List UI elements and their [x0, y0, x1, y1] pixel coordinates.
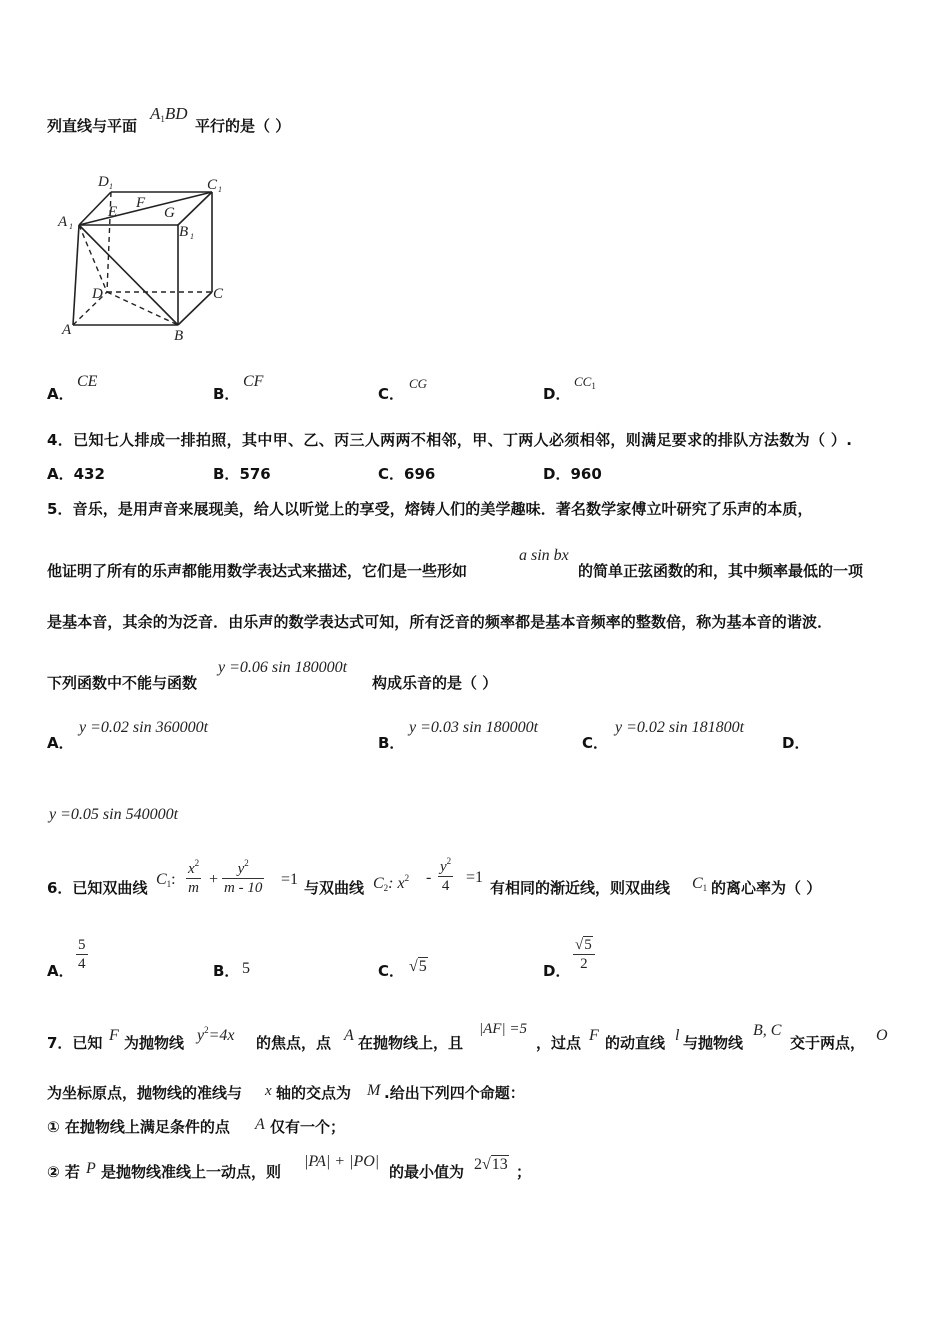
q7-item2-expr: |PA| + |PO|: [304, 1153, 380, 1170]
q5-line4-a: 下列函数中不能与函数: [47, 674, 198, 692]
q6-c1b-name: C: [692, 875, 703, 892]
q6-option-c-sqrt-sign: √: [409, 958, 418, 975]
q5-option-b-letter: B．: [378, 734, 405, 752]
q4-option-b-letter: B．: [213, 465, 240, 483]
q7-parabola-y: y: [197, 1027, 205, 1044]
q3-plane-rest: BD: [164, 104, 188, 123]
q7-m: M: [367, 1082, 381, 1099]
q4-option-a: [47, 464, 105, 484]
q3-option-d-sub: 1: [591, 381, 596, 391]
q3-option-a-letter: A．: [47, 385, 74, 403]
q7-item2-coef: 2: [474, 1156, 482, 1173]
label-f: F: [136, 195, 146, 211]
q7-line2-c: .给出下列四个命题：: [384, 1084, 525, 1102]
q6-prefix: 6．已知双曲线: [47, 879, 148, 897]
q4-option-b: [213, 464, 271, 484]
q7-p4: 在抛物线上，且: [358, 1034, 464, 1052]
q5-option-c-value: y =0.02 sin 181800t: [615, 719, 745, 736]
q7-line2-a: 为坐标原点，抛物线的准线与: [47, 1084, 243, 1102]
q7-parabola: [197, 1020, 235, 1046]
q6-c2-name: C: [373, 875, 384, 892]
q3-plane-sub: 1: [160, 114, 165, 124]
edge-d-b: [107, 292, 178, 325]
q6-c2-sub: 2: [383, 883, 389, 893]
q7-item2-a: ② 若: [47, 1163, 80, 1181]
q6-frac3-num: [438, 852, 453, 876]
q4-option-d-letter: D．: [543, 465, 571, 483]
q7-l: l: [675, 1027, 680, 1044]
q6-option-d-sqrt-sign: √: [575, 937, 584, 953]
q6-frac3-num-sup: 2: [446, 856, 452, 866]
q6-option-d-letter: D．: [543, 962, 571, 980]
label-b: B: [174, 328, 184, 344]
q7-bc: B, C: [753, 1022, 782, 1039]
q5-option-a-letter: A．: [47, 734, 74, 752]
edge-a1-b: [79, 225, 178, 325]
edge-a1-a: [73, 225, 79, 325]
q5-option-a-value: y =0.02 sin 360000t: [79, 719, 209, 736]
q4-option-d: [543, 464, 602, 484]
q4-option-d-value: 960: [570, 465, 602, 483]
edge-a1-d1: [79, 192, 111, 225]
q5-line4-b: 构成乐音的是（ ）: [372, 674, 498, 692]
q6-fraction-3: [438, 852, 453, 895]
q3-option-c-value: CG: [409, 376, 428, 391]
q6-frac1-num-var: x: [188, 861, 195, 877]
q6-option-c-letter: C．: [378, 962, 405, 980]
q6-option-b-letter: B．: [213, 962, 240, 980]
q3-option-d-letter: D．: [543, 385, 571, 403]
q7-parabola-rest: =4x: [208, 1027, 235, 1044]
label-c: C: [213, 286, 224, 302]
q7-item1-a: ① 在抛物线上满足条件的点: [47, 1118, 230, 1136]
q6-c1b-sub: 1: [702, 883, 708, 893]
q7-item2-value: [474, 1155, 509, 1175]
q6-option-c-value: [409, 957, 428, 977]
q6-frac3-den: 4: [441, 878, 450, 894]
q3-option-a-value: CE: [77, 373, 98, 390]
q7-item1-a-point: A: [255, 1116, 265, 1133]
q3-option-c-letter: C．: [378, 385, 405, 403]
label-a: A: [62, 322, 72, 338]
label-c1: C: [207, 177, 218, 193]
q6-option-b-value: 5: [242, 960, 250, 977]
q6-suffix-a: 有相同的渐近线，则双曲线: [490, 879, 671, 897]
q3-stem-after: 平行的是（ ）: [195, 117, 291, 135]
q4-option-c-letter: C．: [378, 465, 405, 483]
q6-frac2-den: m - 10: [224, 880, 263, 896]
q6-c1-name: C: [156, 871, 167, 888]
q3-option-d-main: CC: [574, 374, 592, 389]
q5-formula-base: y =0.06 sin 180000t: [218, 659, 348, 676]
q6-frac1-num-sup: 2: [194, 858, 200, 868]
q6-suffix-b: 的离心率为（ ）: [711, 879, 822, 897]
q7-o: O: [876, 1027, 888, 1044]
q7-af: |AF| =5: [479, 1021, 527, 1037]
label-d: D: [92, 286, 103, 302]
q5-formula-general: a sin bx: [519, 547, 569, 564]
label-e: E: [108, 204, 118, 220]
label-d1: D: [98, 174, 109, 190]
label-b1-sub: 1: [190, 232, 194, 241]
q6-c1b: [692, 874, 707, 898]
q6-fraction-2: [222, 854, 264, 897]
q7-line2-b: 轴的交点为: [276, 1084, 352, 1102]
q6-colon: :: [171, 871, 176, 888]
q5-option-b-value: y =0.03 sin 180000t: [409, 719, 539, 736]
q6-mid: 与双曲线: [304, 879, 365, 897]
q7-item1-b: 仅有一个；: [270, 1118, 346, 1136]
q4-stem: 4．已知七人排成一排拍照，其中甲、乙、丙三人两两不相邻，甲、丁两人必须相邻，则满足要求的排队方法数为（ ）.: [47, 431, 853, 449]
q5-line3: 是基本音，其余的为泛音．由乐声的数学表达式可知，所有泛音的频率都是基本音频率的整数倍，称为基本音的谐波．: [47, 613, 833, 631]
q6-fraction-1: [186, 854, 201, 897]
q7-item2-d: ；: [516, 1163, 532, 1181]
edge-a1-c1: [79, 192, 212, 225]
q5-line2-b: 的简单正弦函数的和，其中频率最低的一项: [578, 562, 864, 580]
q4-option-c: [378, 464, 435, 484]
q7-p6: 的动直线: [605, 1034, 666, 1052]
label-a1: A: [58, 214, 68, 230]
q5-option-d-value: y =0.05 sin 540000t: [49, 806, 179, 823]
q6-frac3-num-var: y: [440, 859, 447, 875]
q6-c2: [373, 868, 409, 898]
q6-c2-expr: : x: [388, 875, 405, 892]
label-c1-sub: 1: [218, 185, 222, 194]
q7-item2-p: P: [86, 1160, 96, 1177]
q7-p8: 交于两点，: [790, 1034, 866, 1052]
q6-c1: [156, 870, 176, 894]
q6-frac1-num: [186, 854, 201, 878]
q6-minus: -: [426, 869, 432, 886]
q7-item2-radicand: 13: [491, 1156, 508, 1173]
q6-plus: +: [209, 871, 219, 888]
q7-p2: 为抛物线: [124, 1034, 185, 1052]
q7-parabola-sup: 2: [204, 1025, 209, 1035]
q6-option-d-radicand: 5: [584, 937, 592, 953]
q6-c1-sub: 1: [166, 879, 172, 889]
q6-frac2-num-var: y: [237, 861, 245, 877]
q7-item2-b: 是抛物线准线上一动点，则: [101, 1163, 282, 1181]
q7-item2-sqrt-sign: √: [482, 1156, 491, 1173]
label-a1-sub: 1: [69, 222, 73, 231]
q4-option-b-value: 576: [239, 465, 271, 483]
q4-option-a-letter: A．: [47, 465, 74, 483]
q6-option-c-radicand: 5: [418, 958, 427, 975]
q7-f: F: [109, 1027, 119, 1044]
q7-p1: 7．已知: [47, 1034, 103, 1052]
q4-option-a-value: 432: [73, 465, 105, 483]
q3-plane-formula: [150, 104, 188, 129]
q3-option-b-letter: B．: [213, 385, 240, 403]
q6-c2-sup: 2: [404, 873, 410, 883]
q6-option-d-frac: [573, 936, 595, 973]
q7-f2: F: [589, 1027, 599, 1044]
q5-line1: 5．音乐，是用声音来展现美，给人以听觉上的享受，熔铸人们的美学趣味．著名数学家傅立叶研究了乐声的本质，: [47, 500, 813, 518]
q7-a: A: [344, 1027, 354, 1044]
q6-option-a-letter: A．: [47, 962, 74, 980]
q7-item2-c: 的最小值为: [389, 1163, 465, 1181]
label-g: G: [164, 205, 175, 221]
q6-frac1-den: m: [188, 880, 199, 896]
edge-a1-d: [79, 225, 107, 292]
edge-b-c: [178, 292, 212, 325]
q6-eq1: =1: [281, 871, 299, 888]
q7-p7: 与抛物线: [683, 1034, 744, 1052]
q6-option-a-num: 5: [78, 937, 86, 953]
q6-eq2: =1: [466, 869, 484, 886]
q6-option-a-frac: [76, 936, 88, 973]
q3-option-b-value: CF: [243, 373, 264, 390]
q7-x: x: [265, 1083, 272, 1099]
q6-option-d-num: [573, 936, 595, 954]
q4-option-c-value: 696: [404, 465, 436, 483]
q7-p5: ，过点: [536, 1034, 582, 1052]
q3-plane-a: A: [150, 104, 161, 123]
q5-option-c-letter: C．: [582, 734, 609, 752]
q6-frac2-num: [236, 854, 251, 878]
q3-stem-before: 列直线与平面: [47, 117, 138, 135]
q5-line2-a: 他证明了所有的乐声都能用数学表达式来描述，它们是一些形如: [47, 562, 468, 580]
q7-p3: 的焦点，点: [256, 1034, 332, 1052]
q6-option-d-den: 2: [580, 956, 588, 972]
label-d1-sub: 1: [109, 182, 113, 191]
q3-cube-figure: [50, 168, 240, 348]
q6-option-a-den: 4: [78, 956, 86, 972]
label-b1: B: [179, 224, 189, 240]
q5-option-d-letter: D．: [782, 734, 810, 752]
q3-option-d-value: [574, 372, 596, 396]
q6-frac2-num-sup: 2: [244, 858, 249, 868]
